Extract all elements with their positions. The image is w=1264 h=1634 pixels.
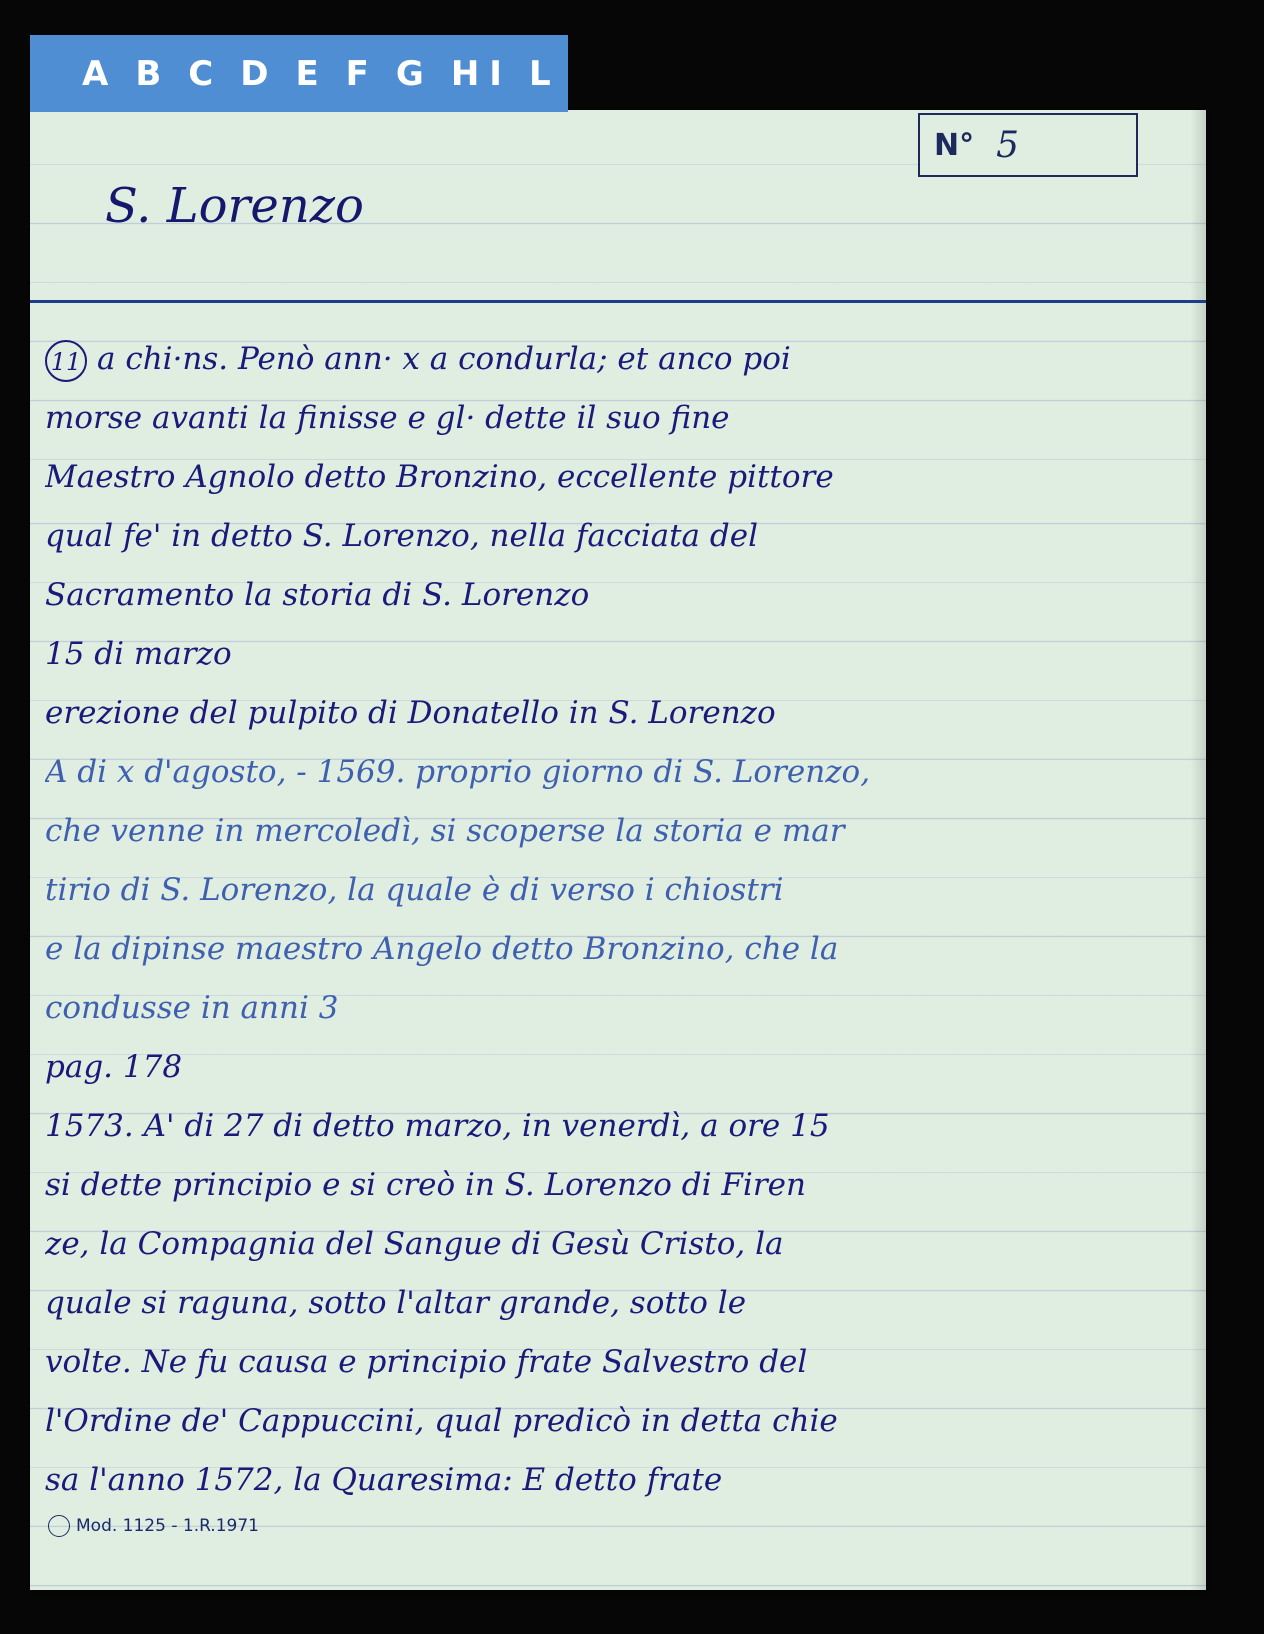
note-line: [45, 330, 1195, 389]
note-line: qual fe' in detto S. Lorenzo, nella facciata del: [45, 518, 758, 554]
note-line: ze, la Compagnia del Sangue di Gesù Cristo, la: [45, 1226, 784, 1262]
note-line: Sacramento la storia di S. Lorenzo: [45, 577, 590, 613]
printer-mark-text: Mod. 1125 - 1.R.1971: [76, 1516, 259, 1536]
card-number-value: 5: [996, 124, 1020, 166]
tab-letter-i: I: [489, 53, 502, 94]
printer-mark: [48, 1515, 259, 1537]
note-line: 15 di marzo: [45, 636, 232, 672]
alphabet-tab-strip: [30, 35, 568, 112]
note-line: pag. 178: [45, 1049, 183, 1085]
handwritten-notes: [45, 330, 1195, 1510]
note-line: l'Ordine de' Cappuccini, qual predicò in detta chie: [45, 1403, 838, 1439]
note-line: quale si raguna, sotto l'altar grande, sotto le: [45, 1285, 747, 1321]
tab-letter-g: G: [395, 53, 424, 94]
note-line: A di x d'agosto, - 1569. proprio giorno di S. Lorenzo,: [45, 754, 871, 790]
tab-letter-c: C: [188, 53, 214, 94]
tab-letter-d: D: [240, 53, 269, 94]
tab-letter-l: L: [528, 53, 551, 94]
header-divider: [30, 300, 1206, 303]
note-line: che venne in mercoledì, si scoperse la storia e mar: [45, 813, 845, 849]
note-line: condusse in anni 3: [45, 990, 339, 1026]
note-line: volte. Ne fu causa e principio frate Salvestro del: [45, 1344, 808, 1380]
note-line-text: a chi·ns. Penò ann· x a condurla; et anco poi: [97, 341, 791, 377]
card-number-box: [918, 113, 1138, 177]
tab-letter-a: A: [82, 53, 109, 94]
printer-logo-icon: [48, 1515, 70, 1537]
tab-letter-f: F: [345, 53, 369, 94]
note-line: erezione del pulpito di Donatello in S. Lorenzo: [45, 695, 776, 731]
card-number-label: N°: [934, 127, 975, 163]
note-line: Maestro Agnolo detto Bronzino, eccellente pittore: [45, 459, 834, 495]
tab-letter-e: E: [295, 53, 319, 94]
note-line: e la dipinse maestro Angelo detto Bronzino, che la: [45, 931, 839, 967]
tab-letter-h: H: [450, 53, 480, 94]
note-line: tirio di S. Lorenzo, la quale è di verso i chiostri: [45, 872, 784, 908]
note-line: morse avanti la finisse e gl· dette il suo fine: [45, 400, 730, 436]
tab-letter-b: B: [135, 53, 162, 94]
card-title: S. Lorenzo: [105, 178, 364, 234]
entry-number-marker: 11: [45, 340, 87, 382]
note-line: 1573. A' di 27 di detto marzo, in venerdì, a ore 15: [45, 1108, 830, 1144]
note-line: sa l'anno 1572, la Quaresima: E detto frate: [45, 1462, 723, 1498]
note-line: si dette principio e si creò in S. Lorenzo di Firen: [45, 1167, 806, 1203]
